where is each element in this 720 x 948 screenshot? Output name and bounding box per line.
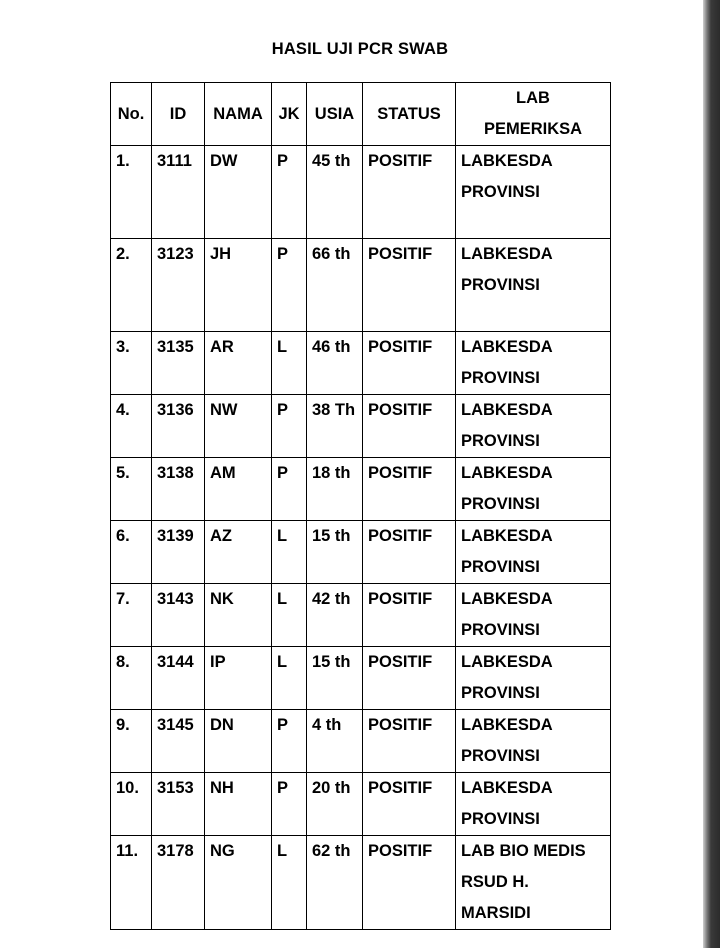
cell-lab: [456, 395, 611, 458]
cell-no: 2.: [111, 239, 152, 332]
cell-status: POSITIF: [363, 458, 456, 521]
cell-lab: [456, 332, 611, 395]
cell-lab-line1: LABKESDA: [461, 590, 553, 608]
cell-status: POSITIF: [363, 146, 456, 239]
cell-lab: [456, 647, 611, 710]
cell-lab-line2: RSUD H.: [461, 873, 529, 891]
cell-usia: 15 th: [307, 647, 363, 710]
cell-lab-line2: PROVINSI: [461, 684, 540, 702]
cell-id: 3145: [152, 710, 205, 773]
cell-lab-line2: PROVINSI: [461, 810, 540, 828]
cell-status: POSITIF: [363, 647, 456, 710]
cell-jk: L: [272, 647, 307, 710]
cell-no: 10.: [111, 773, 152, 836]
cell-jk: P: [272, 395, 307, 458]
cell-lab: [456, 773, 611, 836]
cell-lab: [456, 710, 611, 773]
cell-no: 3.: [111, 332, 152, 395]
cell-status: POSITIF: [363, 584, 456, 647]
header-usia: USIA: [307, 83, 363, 146]
document-title: HASIL UJI PCR SWAB: [271, 40, 449, 58]
cell-status: POSITIF: [363, 395, 456, 458]
cell-lab: [456, 521, 611, 584]
cell-no: 8.: [111, 647, 152, 710]
cell-lab-line2: PROVINSI: [461, 621, 540, 639]
cell-jk: P: [272, 239, 307, 332]
cell-usia: 46 th: [307, 332, 363, 395]
cell-usia: 42 th: [307, 584, 363, 647]
cell-no: 11.: [111, 836, 152, 930]
pcr-results-table: [110, 82, 611, 930]
cell-nama: DW: [205, 146, 272, 239]
cell-no: 7.: [111, 584, 152, 647]
cell-nama: AZ: [205, 521, 272, 584]
cell-id: 3138: [152, 458, 205, 521]
cell-jk: L: [272, 332, 307, 395]
cell-lab-line3: MARSIDI: [461, 904, 531, 922]
cell-nama: NG: [205, 836, 272, 930]
cell-id: 3144: [152, 647, 205, 710]
cell-lab-line2: PROVINSI: [461, 369, 540, 387]
cell-lab-line1: LAB BIO MEDIS: [461, 842, 586, 860]
cell-usia: 4 th: [307, 710, 363, 773]
header-no: No.: [111, 83, 152, 146]
table-row: [111, 458, 611, 521]
cell-nama: DN: [205, 710, 272, 773]
table-row: [111, 836, 611, 930]
cell-nama: NK: [205, 584, 272, 647]
cell-nama: AR: [205, 332, 272, 395]
header-lab-pemeriksa: [456, 83, 611, 146]
table-row: [111, 647, 611, 710]
cell-jk: L: [272, 836, 307, 930]
cell-lab-line1: LABKESDA: [461, 779, 553, 797]
cell-status: POSITIF: [363, 710, 456, 773]
cell-id: 3135: [152, 332, 205, 395]
cell-no: 1.: [111, 146, 152, 239]
cell-no: 9.: [111, 710, 152, 773]
table-row: [111, 710, 611, 773]
cell-usia: 45 th: [307, 146, 363, 239]
cell-no: 4.: [111, 395, 152, 458]
cell-status: POSITIF: [363, 836, 456, 930]
table-row: [111, 521, 611, 584]
cell-lab-line1: LABKESDA: [461, 527, 553, 545]
cell-no: 6.: [111, 521, 152, 584]
table-header-row: [111, 83, 611, 146]
cell-lab: [456, 146, 611, 239]
header-lab-line1: LAB: [516, 89, 550, 107]
cell-jk: P: [272, 710, 307, 773]
header-id: ID: [152, 83, 205, 146]
table-row: [111, 146, 611, 239]
cell-jk: L: [272, 521, 307, 584]
cell-usia: 15 th: [307, 521, 363, 584]
cell-nama: IP: [205, 647, 272, 710]
cell-lab-line2: PROVINSI: [461, 747, 540, 765]
cell-nama: NW: [205, 395, 272, 458]
cell-lab-line1: LABKESDA: [461, 245, 553, 263]
cell-status: POSITIF: [363, 239, 456, 332]
cell-id: 3153: [152, 773, 205, 836]
cell-id: 3123: [152, 239, 205, 332]
cell-id: 3178: [152, 836, 205, 930]
cell-lab-line2: PROVINSI: [461, 495, 540, 513]
header-lab-line2: PEMERIKSA: [483, 120, 583, 138]
cell-lab-line1: LABKESDA: [461, 716, 553, 734]
cell-lab-line2: PROVINSI: [461, 276, 540, 294]
cell-lab-line1: LABKESDA: [461, 401, 553, 419]
cell-lab-line2: PROVINSI: [461, 183, 540, 201]
table-row: [111, 239, 611, 332]
header-jk: JK: [272, 83, 307, 146]
header-nama: NAMA: [205, 83, 272, 146]
cell-nama: JH: [205, 239, 272, 332]
cell-id: 3136: [152, 395, 205, 458]
cell-usia: 62 th: [307, 836, 363, 930]
cell-no: 5.: [111, 458, 152, 521]
table-row: [111, 395, 611, 458]
cell-jk: P: [272, 458, 307, 521]
cell-lab-line1: LABKESDA: [461, 338, 553, 356]
cell-jk: P: [272, 146, 307, 239]
cell-lab-line2: PROVINSI: [461, 432, 540, 450]
cell-jk: P: [272, 773, 307, 836]
cell-status: POSITIF: [363, 332, 456, 395]
cell-lab: [456, 836, 611, 930]
cell-lab-line1: LABKESDA: [461, 653, 553, 671]
cell-status: POSITIF: [363, 521, 456, 584]
cell-nama: NH: [205, 773, 272, 836]
cell-jk: L: [272, 584, 307, 647]
table-row: [111, 773, 611, 836]
cell-lab: [456, 239, 611, 332]
table-row: [111, 584, 611, 647]
cell-status: POSITIF: [363, 773, 456, 836]
cell-id: 3139: [152, 521, 205, 584]
cell-nama: AM: [205, 458, 272, 521]
page-edge-shadow: [703, 0, 720, 948]
cell-lab: [456, 458, 611, 521]
cell-id: 3143: [152, 584, 205, 647]
table-row: [111, 332, 611, 395]
cell-usia: 38 Th: [307, 395, 363, 458]
cell-lab: [456, 584, 611, 647]
cell-lab-line2: PROVINSI: [461, 558, 540, 576]
cell-lab-line1: LABKESDA: [461, 464, 553, 482]
cell-usia: 20 th: [307, 773, 363, 836]
cell-usia: 18 th: [307, 458, 363, 521]
cell-lab-line1: LABKESDA: [461, 152, 553, 170]
header-status: STATUS: [363, 83, 456, 146]
cell-id: 3111: [152, 146, 205, 239]
cell-usia: 66 th: [307, 239, 363, 332]
